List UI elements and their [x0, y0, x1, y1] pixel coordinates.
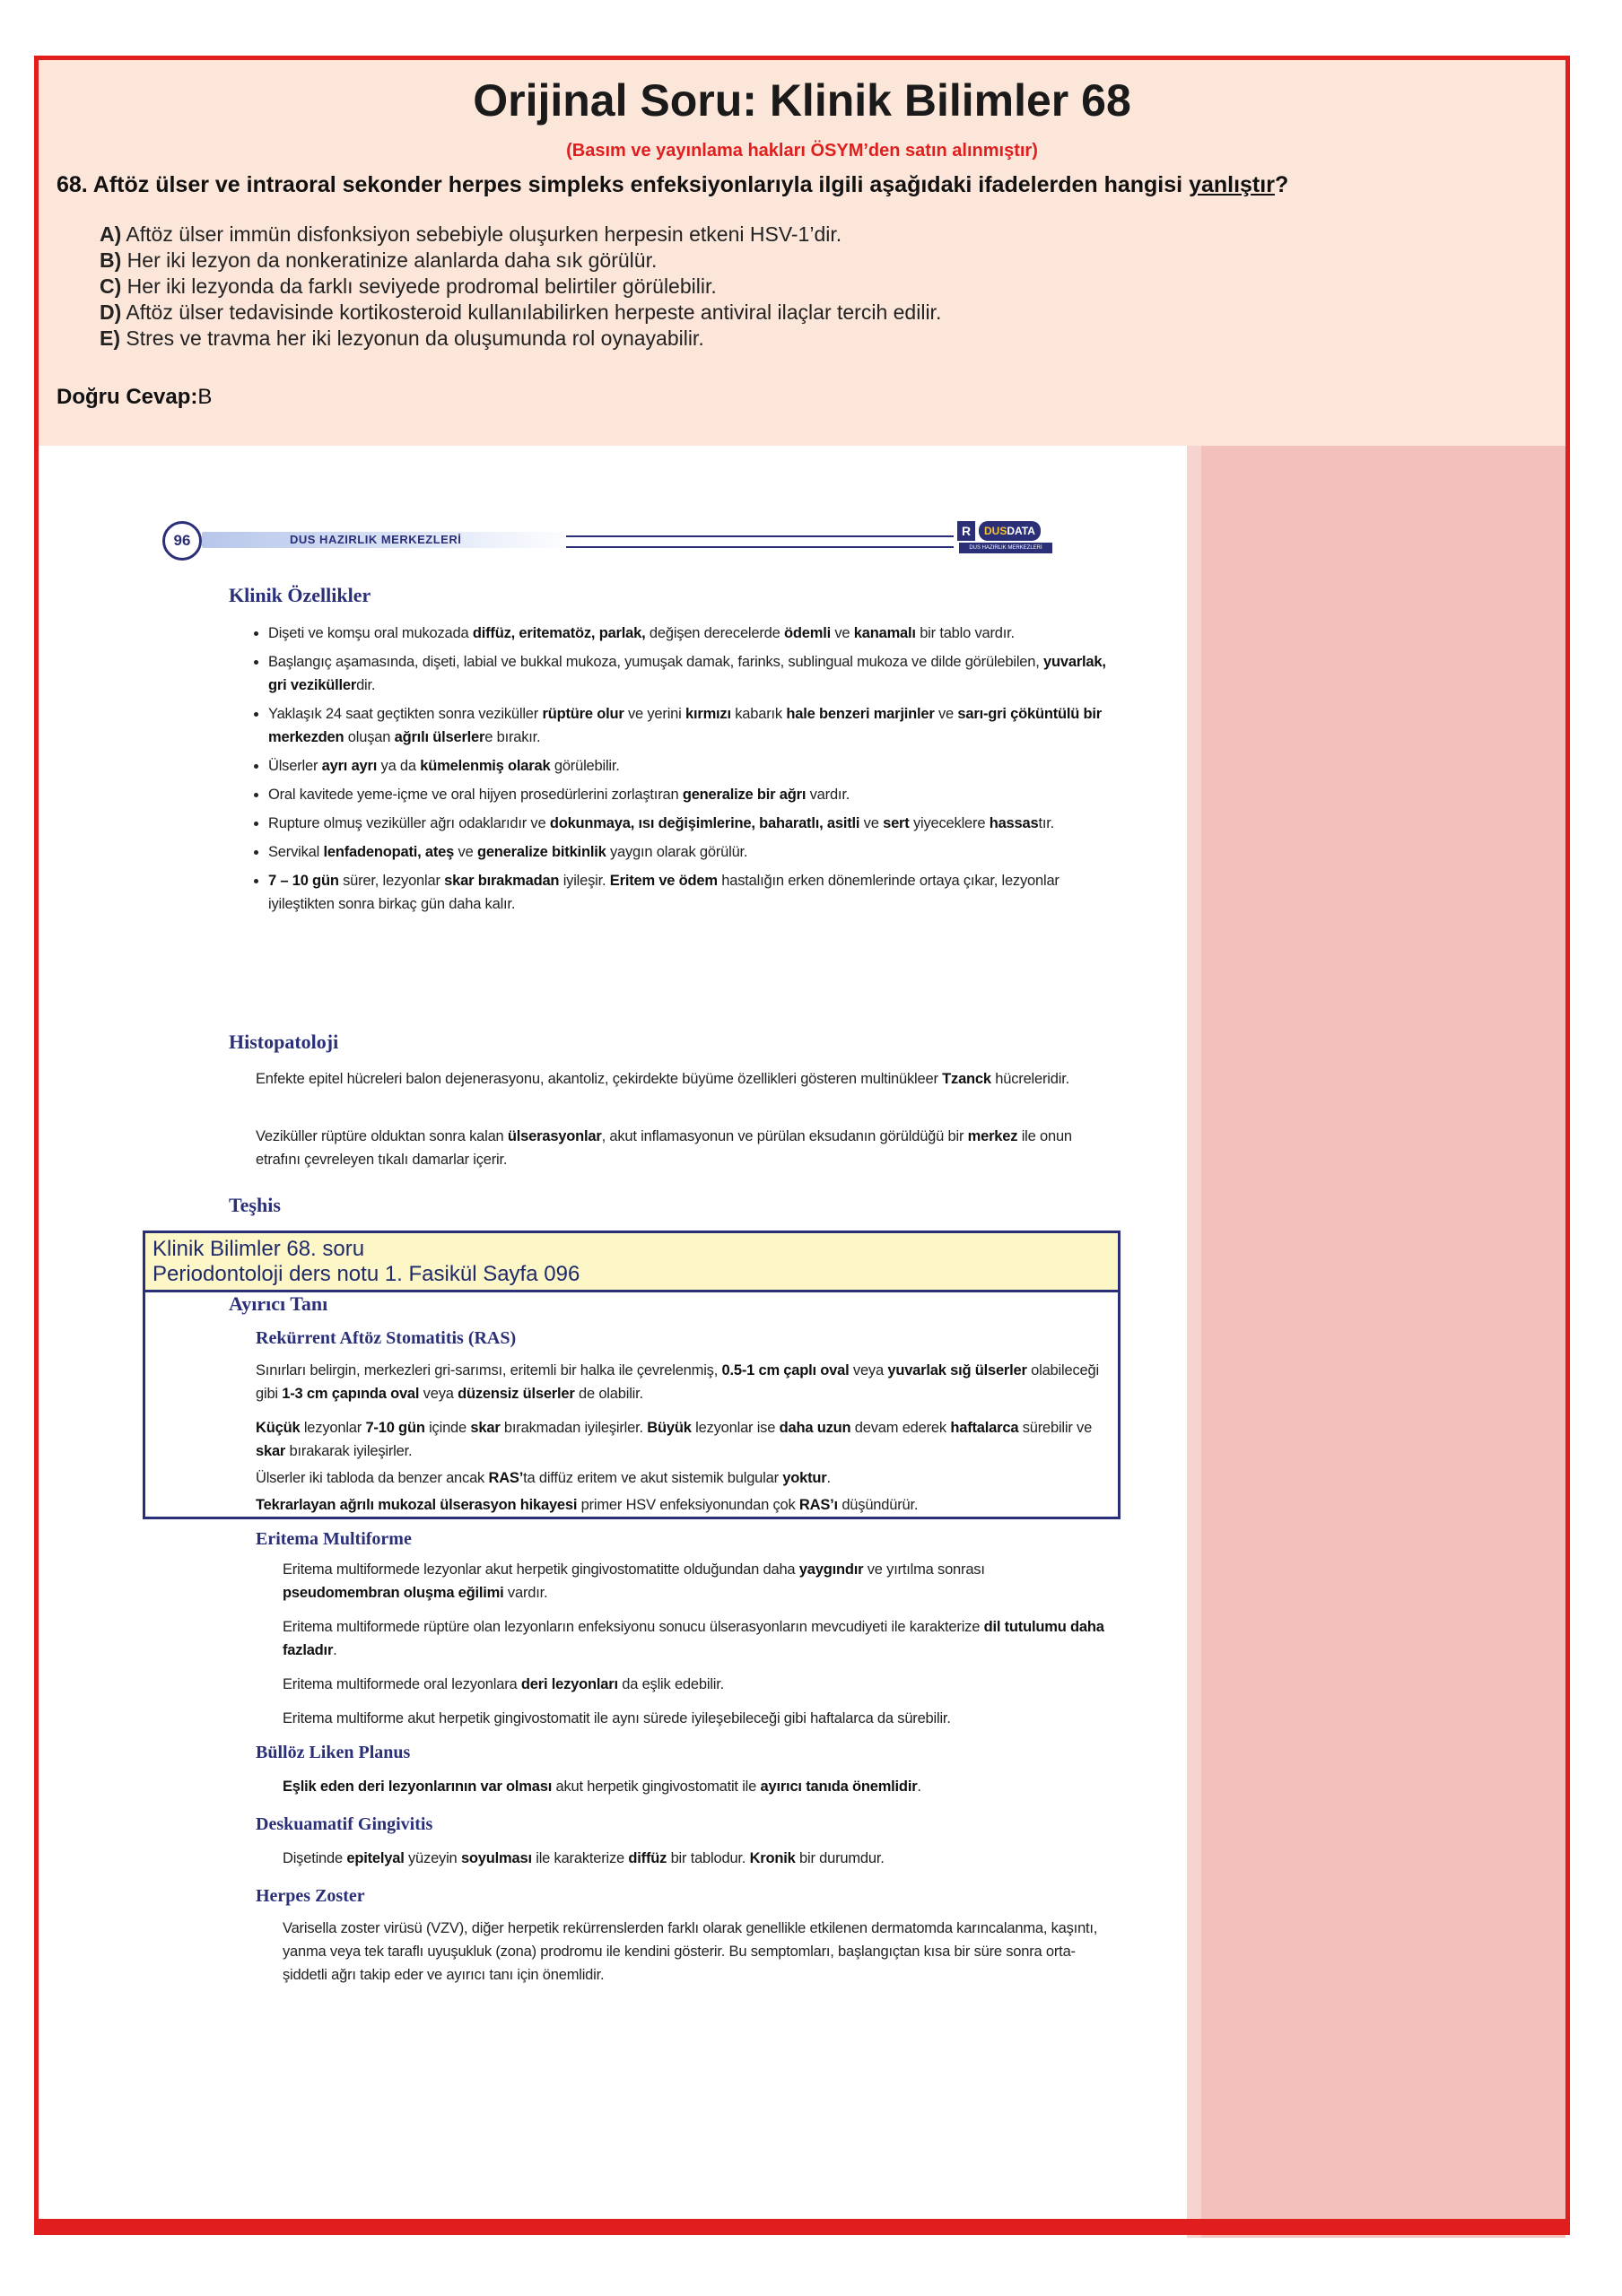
histo-paragraph-1: Enfekte epitel hücreleri balon dejenerasyonu, akantoliz, çekirdekte büyüme özellikleri gösteren multinükleer Tzanck hücreleridir. — [256, 1071, 1069, 1087]
textbook-page — [39, 446, 1187, 2238]
answer-label: Doğru Cevap: — [57, 385, 198, 409]
list-item: • Rupture olmuş veziküller ağrı odaklarıdır ve dokunmaya, ısı değişimlerine, baharatlı, asitli ve sert yiyeceklere hassastır. — [268, 812, 1121, 835]
list-item: • Başlangıç aşamasında, dişeti, labial ve bukkal mukoza, yumuşak damak, farinks, sublingual mukoza ve dilde görülebilen, yuvarlak, gri veziküllerdir. — [268, 650, 1121, 697]
heading-ras: Rekürrent Aftöz Stomatitis (RAS) — [256, 1328, 517, 1348]
em-paragraph-2: Eritema multiformede rüptüre olan lezyonların enfeksiyonu sonucu ülserasyonların mevcudiyeti ile karakterize dil tutulumu daha fazladır. — [283, 1619, 1104, 1658]
option-text: Aftöz ülser tedavisinde kortikosteroid kullanılabilirken herpeste antiviral ilaçlar tercih edilir. — [121, 300, 942, 324]
answer-value: B — [197, 385, 213, 409]
hz-paragraph: Varisella zoster virüsü (VZV), diğer herpetik rekürrenslerden farklı olarak genellikle etkilenen dermatomda karıncalanma, kaşıntı, yanma veya tek taraflı uyuşukluk (zona) prodromu ile kendini gösterir. Bu semptomları, başlangıçtan kısa bir süre sonra orta-şiddetli ağrı takip eder ve ayırıcı tanı için önemlidir. — [283, 1920, 1098, 1983]
option-d — [100, 300, 941, 326]
option-letter: D) — [100, 300, 122, 324]
option-text: Her iki lezyon da nonkeratinize alanlarda daha sık görülür. — [121, 248, 658, 272]
option-c — [100, 274, 941, 300]
option-e — [100, 326, 941, 352]
question-panel — [39, 60, 1565, 446]
list-item: • Oral kavitede yeme-içme ve oral hijyen prosedürlerini zorlaştıran generalize bir ağrı vardır. — [268, 783, 1121, 806]
ras-paragraph-4: Tekrarlayan ağrılı mukozal ülserasyon hikayesi primer HSV enfeksiyonundan çok RAS’ı düşündürür. — [256, 1497, 919, 1513]
rights-notice: (Basım ve yayınlama hakları ÖSYM’den satın alınmıştır) — [566, 141, 1038, 161]
header-rule — [566, 535, 954, 548]
heading-histopatoloji: Histopatoloji — [229, 1031, 339, 1053]
dusdata-logo — [957, 521, 1074, 559]
list-item: • Servikal lenfadenopati, ateş ve generalize bitkinlik yaygın olarak görülür. — [268, 840, 1121, 864]
logo-badge: R — [957, 521, 975, 541]
bottom-bar — [34, 2219, 1570, 2235]
option-text: Stres ve travma her iki lezyonun da oluşumunda rol oynayabilir. — [120, 326, 704, 350]
histo-paragraph-2: Veziküller rüptüre olduktan sonra kalan ülserasyonlar, akut inflamasyonun ve pürülan eksudanın görüldüğü bir merkez ile onun etrafını çevreleyen tıkalı damarlar içerir. — [256, 1128, 1072, 1168]
em-paragraph-4: Eritema multiforme akut herpetik gingivostomatit ile aynı sürede iyileşebileceği gibi haftalarca da sürebilir. — [283, 1710, 951, 1726]
heading-bulloz-liken: Büllöz Liken Planus — [256, 1743, 411, 1762]
dg-paragraph: Dişetinde epitelyal yüzeyin soyulması ile karakterize diffüz bir tablodur. Kronik bir durumdur. — [283, 1850, 885, 1866]
option-letter: E) — [100, 326, 120, 350]
heading-deskuamatif: Deskuamatif Gingivitis — [256, 1814, 433, 1834]
page-title: Orijinal Soru: Klinik Bilimler 68 — [473, 75, 1131, 126]
heading-eritema-multiforme: Eritema Multiforme — [256, 1529, 412, 1549]
page-frame — [34, 56, 1570, 2233]
list-item: • Ülserler ayrı ayrı ya da kümelenmiş olarak görülebilir. — [268, 754, 1121, 778]
heading-klinik: Klinik Özellikler — [229, 584, 371, 606]
reference-line-2: Periodontoloji ders notu 1. Fasikül Sayfa 096 — [153, 1262, 580, 1286]
question-mark: ? — [1274, 172, 1289, 197]
option-letter: C) — [100, 274, 122, 298]
logo-data: DATA — [1007, 525, 1035, 537]
side-panel — [1187, 446, 1565, 2238]
logo-pill — [979, 521, 1041, 541]
list-item: • Dişeti ve komşu oral mukozada diffüz, eritematöz, parlak, değişen derecelerde ödemli ve kanamalı bir tablo vardır. — [268, 622, 1121, 645]
ras-paragraph-3: Ülserler iki tabloda da benzer ancak RAS’ta diffüz eritem ve akut sistemik bulgular yoktur. — [256, 1470, 831, 1486]
page-number: 96 — [162, 521, 202, 561]
correct-answer — [57, 385, 212, 410]
blp-paragraph: Eşlik eden deri lezyonlarının var olması akut herpetik gingivostomatit ile ayırıcı tanıda önemlidir. — [283, 1779, 921, 1795]
ras-paragraph-2: Küçük lezyonlar 7-10 gün içinde skar bırakmadan iyileşirler. Büyük lezyonlar ise daha uzun devam ederek haftalarca sürebilir ve skar bırakarak iyileşirler. — [256, 1420, 1093, 1459]
list-item: • Yaklaşık 24 saat geçtikten sonra veziküller rüptüre olur ve yerini kırmızı kabarık hale benzeri marjinler ve sarı-gri çöküntülü bir merkezden oluşan ağrılı ülserlere bırakır. — [268, 702, 1121, 749]
logo-dus: DUS — [984, 525, 1007, 537]
heading-teshis: Teşhis — [229, 1194, 281, 1216]
em-paragraph-1: Eritema multiformede lezyonlar akut herpetik gingivostomatitte olduğundan daha yaygındır ve yırtılma sonrası pseudomembran oluşma eğilimi vardır. — [283, 1561, 985, 1601]
em-paragraph-3: Eritema multiformede oral lezyonlara deri lezyonları da eşlik edebilir. — [283, 1676, 725, 1692]
klinik-list — [247, 622, 1121, 921]
option-a — [100, 222, 941, 248]
option-text: Aftöz ülser immün disfonksiyon sebebiyle oluşurken herpesin etkeni HSV-1’dir. — [121, 222, 842, 246]
option-letter: B) — [100, 248, 122, 272]
question-stem: 68. Aftöz ülser ve intraoral sekonder herpes simpleks enfeksiyonlarıyla ilgili aşağıdaki ifadelerden hangisi — [57, 172, 1190, 197]
logo-subtitle: DUS HAZIRLIK MERKEZLERİ — [959, 543, 1052, 553]
heading-herpes-zoster: Herpes Zoster — [256, 1886, 365, 1906]
ras-paragraph-1: Sınırları belirgin, merkezleri gri-sarımsı, eritemli bir halka ile çevrelenmiş, 0.5-1 cm çaplı oval veya yuvarlak sığ ülserler olabileceği gibi 1-3 cm çapında oval veya düzensiz ülserler de olabilir. — [256, 1362, 1099, 1402]
reference-label — [145, 1233, 1118, 1292]
list-item: • 7 – 10 gün sürer, lezyonlar skar bırakmadan iyileşir. Eritem ve ödem hastalığın erken dönemlerinde ortaya çıkar, lezyonlar iyileştikten sonra birkaç gün daha kalır. — [268, 869, 1121, 916]
option-letter: A) — [100, 222, 122, 246]
question-emphasis: yanlıştır — [1189, 172, 1275, 197]
reference-line-1: Klinik Bilimler 68. soru — [153, 1237, 365, 1261]
answer-options — [100, 222, 941, 352]
band-text: DUS HAZIRLIK MERKEZLERİ — [290, 533, 462, 546]
heading-ayirici-tani: Ayırıcı Tanı — [229, 1292, 328, 1315]
option-b — [100, 248, 941, 274]
option-text: Her iki lezyonda da farklı seviyede prodromal belirtiler görülebilir. — [121, 274, 717, 298]
question-text — [57, 172, 1288, 198]
